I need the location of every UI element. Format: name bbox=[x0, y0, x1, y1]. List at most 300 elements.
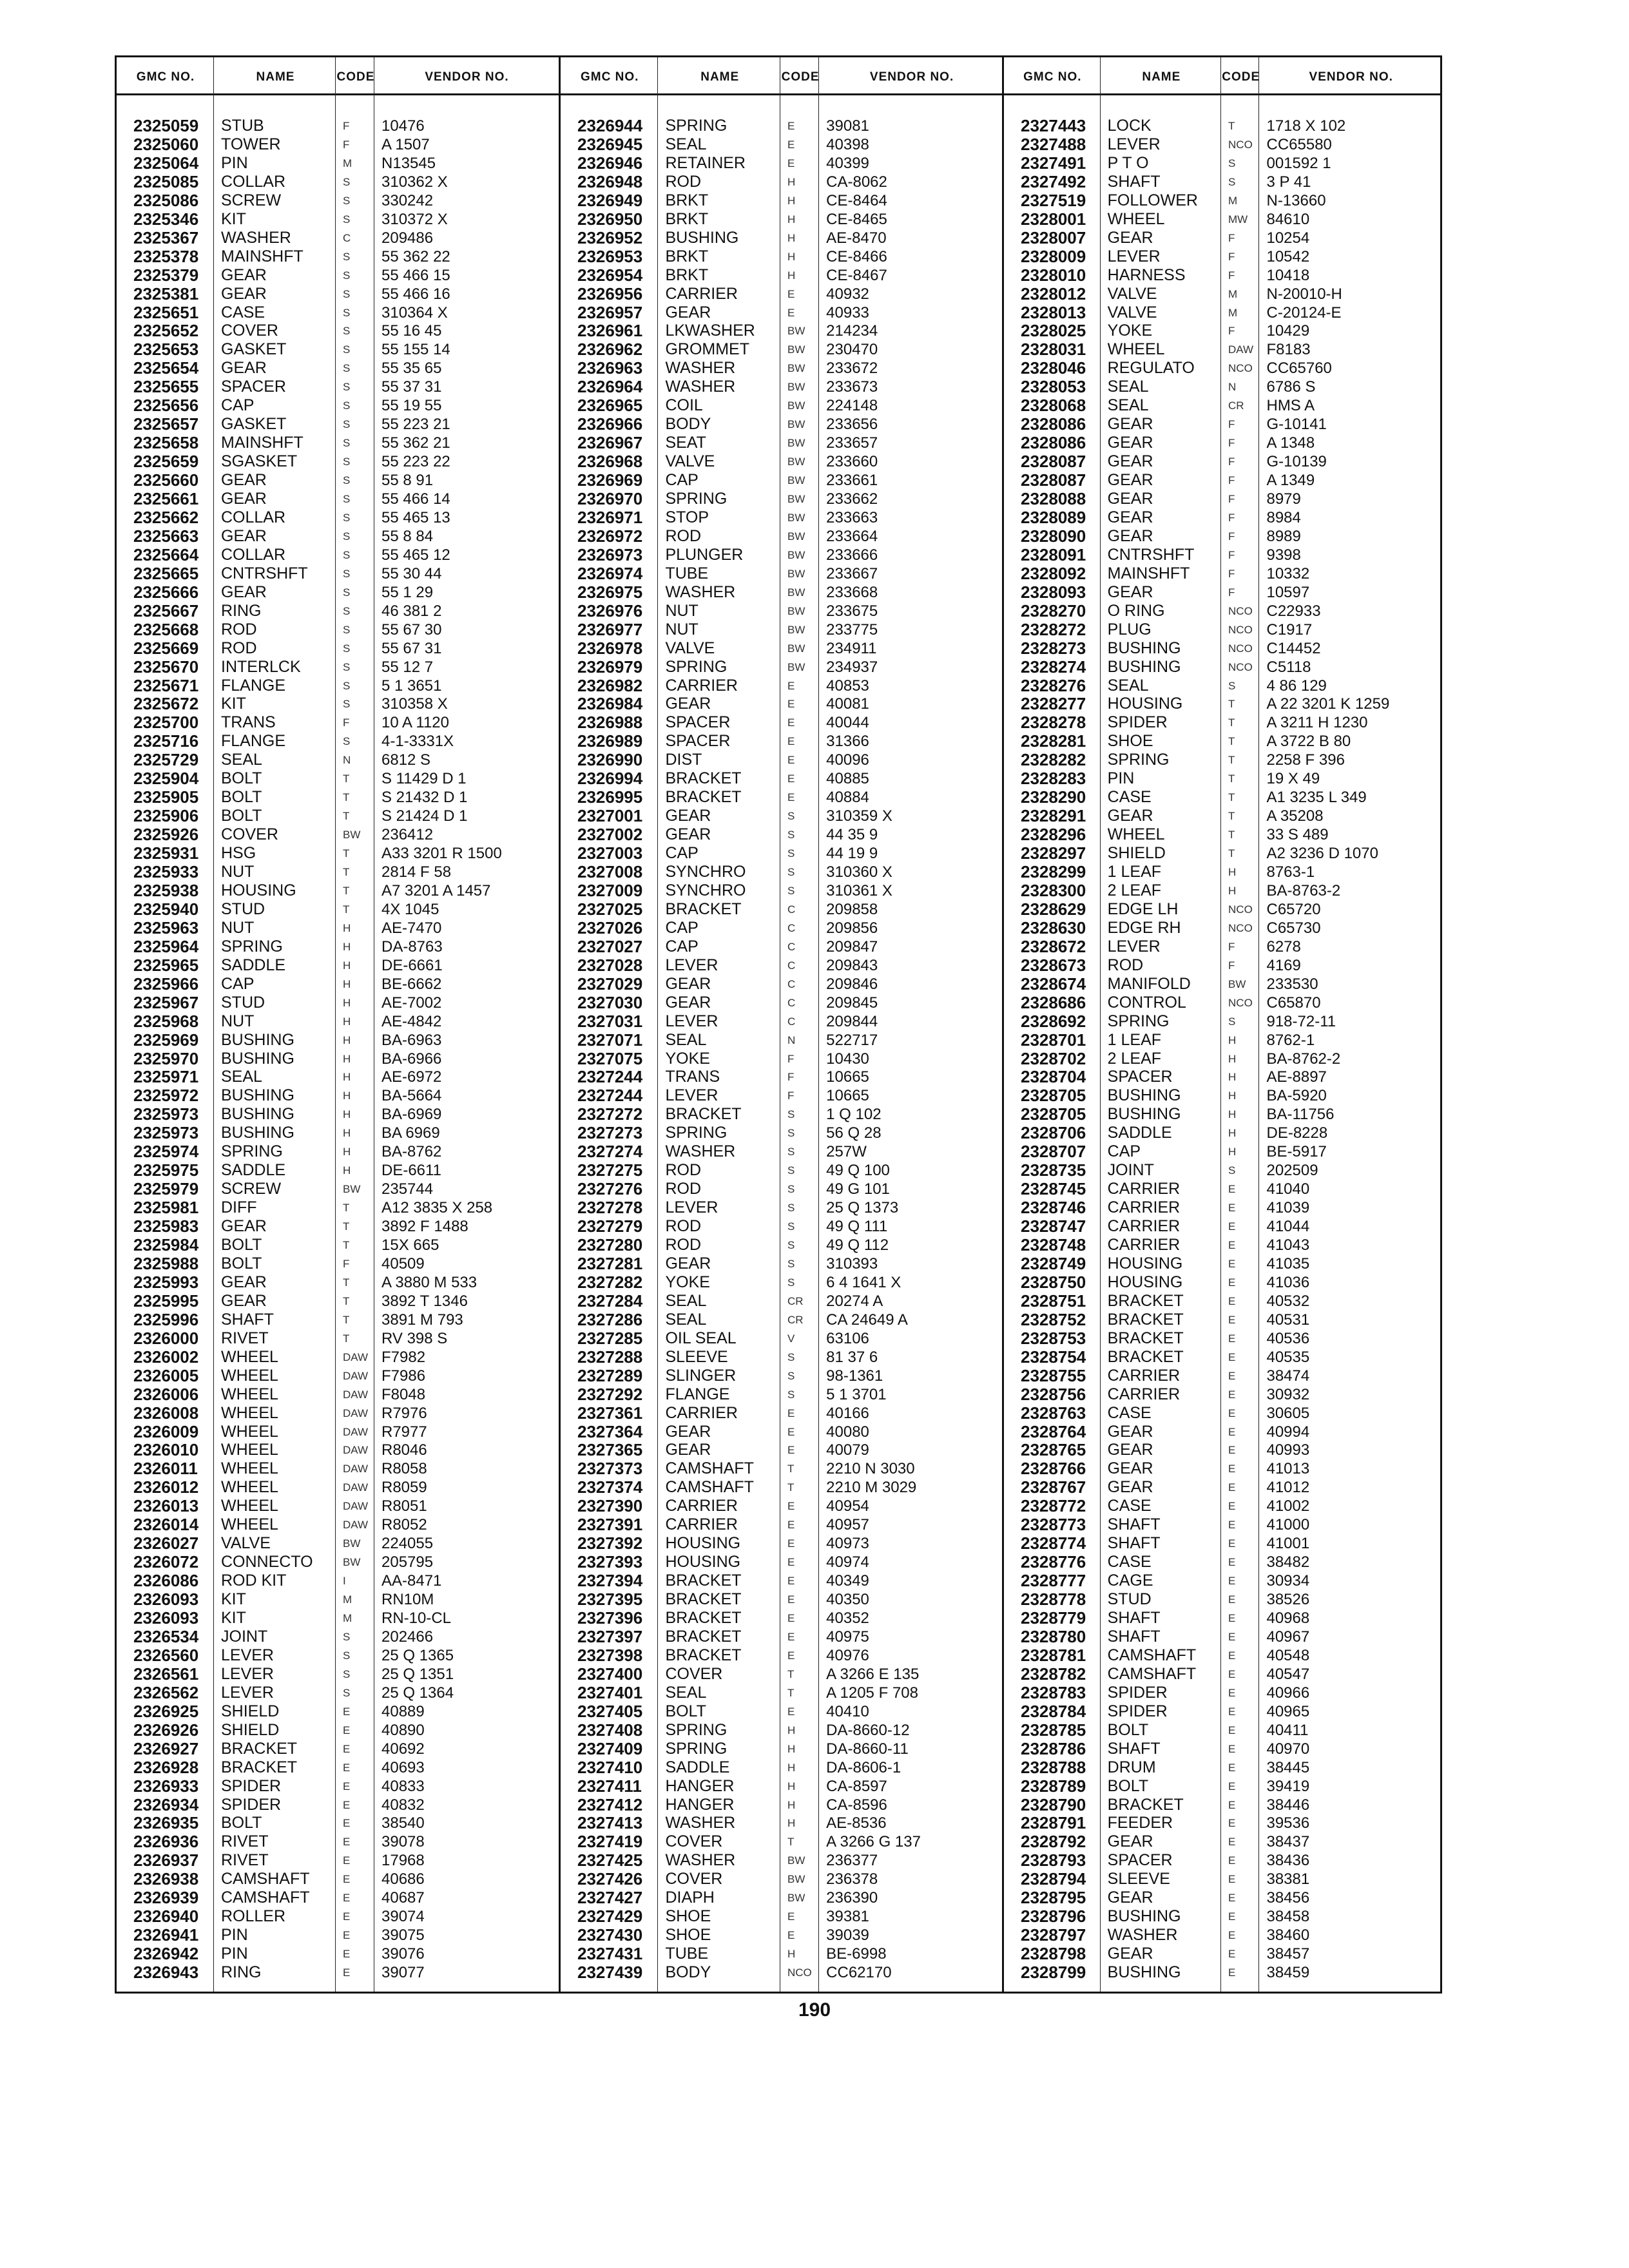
table-row bbox=[561, 695, 1004, 713]
table-row bbox=[1004, 732, 1442, 751]
cell-vendor: 3891 M 793 bbox=[381, 1311, 463, 1329]
cell-code: NCO bbox=[1228, 921, 1253, 934]
cell-code: H bbox=[343, 977, 351, 990]
table-row bbox=[561, 1945, 1004, 1963]
cell-name: ROD bbox=[221, 620, 257, 639]
cell-name: FOLLOWER bbox=[1107, 191, 1198, 209]
cell-gmc: 2326926 bbox=[133, 1720, 199, 1740]
cell-vendor: DE-6661 bbox=[381, 956, 443, 974]
cell-code: BW bbox=[787, 362, 805, 375]
cell-name: COVER bbox=[665, 1832, 723, 1851]
cell-vendor: AE-7002 bbox=[381, 994, 442, 1012]
parts-table bbox=[115, 55, 1442, 1994]
cell-name: SPRING bbox=[221, 1142, 283, 1161]
cell-vendor: 38482 bbox=[1266, 1553, 1310, 1571]
cell-name: MAINSHFT bbox=[221, 247, 304, 265]
cell-gmc: 2325346 bbox=[133, 209, 199, 229]
cell-name: SADDLE bbox=[221, 956, 286, 974]
column-header-name: NAME bbox=[256, 70, 295, 84]
table-row bbox=[117, 1534, 559, 1553]
cell-name: CASE bbox=[1107, 1497, 1152, 1515]
cell-code: C bbox=[787, 977, 796, 990]
table-row bbox=[117, 191, 559, 210]
cell-gmc: 2328754 bbox=[1021, 1347, 1086, 1367]
cell-code: DAW bbox=[343, 1481, 369, 1494]
cell-vendor: 56 Q 28 bbox=[826, 1124, 882, 1142]
cell-name: GEAR bbox=[1107, 807, 1153, 825]
table-row bbox=[117, 173, 559, 191]
cell-vendor: 55 362 21 bbox=[381, 434, 450, 452]
cell-gmc: 2327275 bbox=[577, 1161, 643, 1180]
cell-code: E bbox=[1228, 1761, 1236, 1774]
cell-gmc: 2328788 bbox=[1021, 1758, 1086, 1777]
cell-name: ROLLER bbox=[221, 1907, 286, 1926]
cell-name: COVER bbox=[665, 1870, 723, 1888]
cell-gmc: 2328798 bbox=[1021, 1945, 1086, 1964]
cell-name: NUT bbox=[665, 620, 699, 639]
cell-code: S bbox=[343, 418, 351, 431]
cell-name: GEAR bbox=[221, 1291, 267, 1310]
cell-vendor: 41036 bbox=[1266, 1273, 1310, 1291]
cell-vendor: 55 35 65 bbox=[381, 360, 442, 378]
cell-code: E bbox=[1228, 1332, 1236, 1345]
cell-code: H bbox=[343, 1146, 351, 1158]
cell-name: SPACER bbox=[1107, 1068, 1173, 1086]
cell-name: VALVE bbox=[1107, 303, 1157, 322]
cell-code: C bbox=[787, 921, 796, 934]
cell-gmc: 2328755 bbox=[1021, 1366, 1086, 1385]
cell-gmc: 2328705 bbox=[1021, 1086, 1086, 1106]
table-row bbox=[1004, 1311, 1442, 1329]
cell-code: H bbox=[787, 1780, 796, 1792]
table-row bbox=[561, 191, 1004, 210]
cell-vendor: 3 P 41 bbox=[1266, 173, 1311, 191]
cell-gmc: 2328087 bbox=[1021, 452, 1086, 472]
cell-gmc: 2325657 bbox=[133, 415, 199, 434]
cell-code: T bbox=[787, 1686, 795, 1699]
cell-vendor: 8984 bbox=[1266, 508, 1301, 526]
cell-name: BOLT bbox=[221, 1236, 262, 1254]
cell-gmc: 2328749 bbox=[1021, 1254, 1086, 1273]
cell-gmc: 2326927 bbox=[133, 1739, 199, 1758]
table-row bbox=[117, 788, 559, 807]
cell-code: C bbox=[343, 231, 351, 244]
table-row bbox=[561, 303, 1004, 322]
cell-vendor: 31366 bbox=[826, 733, 869, 751]
cell-name: MAINSHFT bbox=[1107, 564, 1190, 582]
cell-name: CAMSHAFT bbox=[221, 1870, 310, 1888]
table-row bbox=[561, 639, 1004, 658]
cell-name: WHEEL bbox=[221, 1441, 278, 1459]
cell-code: S bbox=[343, 325, 351, 338]
cell-code: H bbox=[787, 1724, 796, 1736]
cell-vendor: BA-6966 bbox=[381, 1050, 442, 1068]
cell-gmc: 2328272 bbox=[1021, 620, 1086, 639]
cell-gmc: 2326967 bbox=[577, 434, 643, 453]
table-row bbox=[1004, 1254, 1442, 1273]
cell-vendor: 8979 bbox=[1266, 490, 1301, 508]
cell-gmc: 2326988 bbox=[577, 713, 643, 733]
cell-code: S bbox=[343, 194, 351, 207]
cell-name: CARRIER bbox=[1107, 1236, 1181, 1254]
table-row bbox=[1004, 1180, 1442, 1198]
cell-name: BUSHING bbox=[1107, 639, 1181, 657]
cell-vendor: 41000 bbox=[1266, 1516, 1310, 1534]
cell-vendor: 41001 bbox=[1266, 1535, 1310, 1553]
cell-gmc: 2325700 bbox=[133, 713, 199, 733]
cell-name: GEAR bbox=[1107, 452, 1153, 471]
cell-name: SPRING bbox=[221, 937, 283, 956]
cell-gmc: 2326977 bbox=[577, 620, 643, 639]
table-row bbox=[561, 1963, 1004, 1982]
cell-code: S bbox=[787, 1202, 795, 1215]
cell-gmc: 2326954 bbox=[577, 265, 643, 285]
cell-vendor: AE-8470 bbox=[826, 229, 887, 247]
cell-name: CAP bbox=[665, 471, 699, 490]
table-row bbox=[1004, 1758, 1442, 1777]
table-row bbox=[1004, 229, 1442, 247]
cell-name: LEVER bbox=[1107, 937, 1161, 956]
cell-vendor: R8058 bbox=[381, 1460, 427, 1478]
cell-vendor: 40967 bbox=[1266, 1628, 1310, 1646]
table-row bbox=[117, 1571, 559, 1590]
cell-code: M bbox=[343, 157, 352, 169]
cell-name: SPRING bbox=[665, 490, 728, 508]
table-row bbox=[561, 210, 1004, 229]
table-row bbox=[117, 135, 559, 154]
cell-code: M bbox=[1228, 287, 1238, 300]
cell-gmc: 2326965 bbox=[577, 396, 643, 416]
table-row bbox=[561, 1497, 1004, 1515]
cell-name: CARRIER bbox=[665, 1403, 738, 1422]
cell-vendor: A 3211 H 1230 bbox=[1266, 714, 1368, 732]
table-row bbox=[561, 1851, 1004, 1870]
cell-name: SLEEVE bbox=[1107, 1870, 1170, 1888]
table-row bbox=[117, 1236, 559, 1254]
cell-name: SHOE bbox=[665, 1907, 711, 1926]
cell-gmc: 2328270 bbox=[1021, 601, 1086, 620]
cell-gmc: 2327430 bbox=[577, 1926, 643, 1945]
cell-code: BW bbox=[787, 511, 805, 524]
cell-code: E bbox=[343, 1817, 351, 1830]
cell-gmc: 2328046 bbox=[1021, 359, 1086, 378]
table-row bbox=[561, 825, 1004, 844]
cell-vendor: 17968 bbox=[381, 1852, 425, 1870]
table-row bbox=[1004, 1926, 1442, 1945]
cell-gmc: 2328753 bbox=[1021, 1329, 1086, 1348]
cell-gmc: 2325654 bbox=[133, 359, 199, 378]
table-row bbox=[117, 695, 559, 713]
cell-vendor: 205795 bbox=[381, 1553, 434, 1571]
column-header-gmc: GMC NO. bbox=[136, 70, 195, 84]
cell-code: H bbox=[787, 194, 796, 207]
table-row bbox=[561, 564, 1004, 583]
cell-name: SEAT bbox=[665, 434, 706, 452]
cell-vendor: 10597 bbox=[1266, 583, 1310, 601]
cell-code: E bbox=[1228, 1388, 1236, 1401]
table-row bbox=[561, 788, 1004, 807]
table-row bbox=[117, 1254, 559, 1273]
cell-name: ROD bbox=[221, 639, 257, 657]
cell-gmc: 2328796 bbox=[1021, 1907, 1086, 1927]
table-row bbox=[1004, 1515, 1442, 1534]
cell-vendor: 25 Q 1365 bbox=[381, 1646, 454, 1664]
cell-gmc: 2328784 bbox=[1021, 1702, 1086, 1721]
cell-name: FEEDER bbox=[1107, 1814, 1173, 1832]
cell-name: JOINT bbox=[221, 1627, 268, 1646]
cell-vendor: 10542 bbox=[1266, 247, 1310, 265]
cell-code: E bbox=[1228, 1873, 1236, 1886]
cell-vendor: AE-6972 bbox=[381, 1068, 442, 1086]
cell-name: BUSHING bbox=[665, 228, 739, 247]
cell-vendor: 40692 bbox=[381, 1740, 425, 1758]
cell-name: LEVER bbox=[665, 1086, 718, 1105]
cell-code: BW bbox=[787, 530, 805, 543]
cell-name: COLLAR bbox=[221, 172, 286, 191]
cell-vendor: CA-8062 bbox=[826, 173, 887, 191]
table-row bbox=[117, 117, 559, 135]
table-row bbox=[561, 247, 1004, 266]
table-row bbox=[561, 1534, 1004, 1553]
cell-vendor: R8051 bbox=[381, 1497, 427, 1515]
table-row bbox=[561, 415, 1004, 434]
cell-code: S bbox=[787, 810, 795, 823]
table-row bbox=[1004, 1740, 1442, 1758]
table-row bbox=[117, 881, 559, 900]
cell-name: TUBE bbox=[665, 564, 709, 582]
cell-gmc: 2327075 bbox=[577, 1049, 643, 1068]
cell-name: SPIDER bbox=[221, 1776, 282, 1795]
cell-name: CAP bbox=[665, 844, 699, 863]
cell-vendor: 233666 bbox=[826, 546, 878, 564]
cell-code: C bbox=[787, 1015, 796, 1028]
table-row bbox=[1004, 1646, 1442, 1665]
cell-vendor: S 21432 D 1 bbox=[381, 789, 468, 807]
table-row bbox=[561, 620, 1004, 639]
table-row bbox=[1004, 546, 1442, 564]
cell-code: E bbox=[787, 1556, 795, 1569]
cell-gmc: 2328797 bbox=[1021, 1926, 1086, 1945]
cell-code: N bbox=[787, 1033, 796, 1046]
cell-name: CAMSHAFT bbox=[665, 1478, 754, 1497]
cell-code: E bbox=[1228, 1537, 1236, 1550]
cell-name: WHEEL bbox=[221, 1497, 278, 1515]
cell-code: S bbox=[1228, 157, 1236, 169]
table-row bbox=[561, 396, 1004, 415]
cell-vendor: 233664 bbox=[826, 527, 878, 545]
cell-vendor: 38540 bbox=[381, 1814, 425, 1832]
cell-vendor: N13545 bbox=[381, 154, 436, 172]
cell-code: F bbox=[1228, 269, 1235, 282]
cell-vendor: 310358 X bbox=[381, 695, 448, 713]
cell-code: H bbox=[1228, 1090, 1237, 1102]
table-row bbox=[117, 732, 559, 751]
cell-gmc: 2326938 bbox=[133, 1870, 199, 1889]
cell-name: CAP bbox=[665, 918, 699, 937]
cell-name: ROD bbox=[665, 1236, 701, 1254]
cell-vendor: 55 466 14 bbox=[381, 490, 450, 508]
cell-code: S bbox=[1228, 1164, 1236, 1177]
table-row bbox=[561, 1796, 1004, 1814]
table-row bbox=[117, 359, 559, 378]
cell-code: E bbox=[787, 287, 795, 300]
cell-gmc: 2326994 bbox=[577, 769, 643, 789]
table-row bbox=[1004, 769, 1442, 788]
cell-name: CNTRSHFT bbox=[221, 564, 308, 582]
cell-vendor: 224148 bbox=[826, 397, 878, 415]
cell-code: E bbox=[1228, 1220, 1236, 1233]
cell-gmc: 2327410 bbox=[577, 1758, 643, 1777]
cell-vendor: 8763-1 bbox=[1266, 863, 1315, 881]
cell-name: LEVER bbox=[665, 1012, 718, 1030]
cell-code: T bbox=[343, 866, 350, 878]
cell-code: E bbox=[1228, 1910, 1236, 1923]
cell-name: BRACKET bbox=[1107, 1795, 1184, 1814]
cell-vendor: BA-5664 bbox=[381, 1087, 442, 1105]
cell-gmc: 2325663 bbox=[133, 526, 199, 546]
cell-gmc: 2327282 bbox=[577, 1273, 643, 1292]
cell-gmc: 2328766 bbox=[1021, 1459, 1086, 1479]
cell-code: E bbox=[1228, 1780, 1236, 1792]
column-header-code: CODE bbox=[781, 70, 820, 84]
table-row bbox=[561, 1105, 1004, 1124]
cell-vendor: A 1349 bbox=[1266, 472, 1315, 490]
table-row bbox=[117, 677, 559, 695]
cell-vendor: 40531 bbox=[1266, 1311, 1310, 1329]
table-row bbox=[117, 1105, 559, 1124]
cell-gmc: 2326961 bbox=[577, 322, 643, 341]
table-row bbox=[1004, 1665, 1442, 1684]
cell-gmc: 2328276 bbox=[1021, 676, 1086, 695]
cell-gmc: 2328779 bbox=[1021, 1609, 1086, 1628]
cell-vendor: 235744 bbox=[381, 1180, 434, 1198]
cell-vendor: 30605 bbox=[1266, 1404, 1310, 1422]
cell-gmc: 2327400 bbox=[577, 1664, 643, 1684]
cell-name: SCREW bbox=[221, 191, 282, 209]
cell-name: WASHER bbox=[665, 378, 736, 396]
cell-gmc: 2328299 bbox=[1021, 863, 1086, 881]
table-row bbox=[1004, 1236, 1442, 1254]
cell-code: E bbox=[343, 1929, 351, 1942]
cell-vendor: A 1507 bbox=[381, 135, 430, 153]
cell-gmc: 2325965 bbox=[133, 956, 199, 975]
cell-name: SPACER bbox=[665, 732, 731, 751]
cell-name: CASE bbox=[1107, 788, 1152, 807]
cell-code: T bbox=[343, 791, 350, 804]
table-row bbox=[117, 1870, 559, 1888]
cell-gmc: 2326086 bbox=[133, 1571, 199, 1591]
cell-name: LEVER bbox=[665, 1198, 718, 1217]
table-row bbox=[561, 1012, 1004, 1031]
cell-code: F bbox=[1228, 940, 1235, 953]
cell-vendor: 40509 bbox=[381, 1254, 425, 1273]
cell-vendor: 10476 bbox=[381, 117, 425, 135]
cell-code: T bbox=[343, 810, 350, 823]
cell-code: M bbox=[1228, 306, 1238, 319]
cell-vendor: 40096 bbox=[826, 751, 869, 769]
cell-gmc: 2325669 bbox=[133, 639, 199, 658]
cell-code: F bbox=[1228, 493, 1235, 505]
cell-vendor: A 3722 B 80 bbox=[1266, 733, 1351, 751]
table-row bbox=[1004, 1702, 1442, 1721]
cell-name: HOUSING bbox=[1107, 695, 1183, 713]
cell-code: BW bbox=[343, 1556, 361, 1569]
table-row bbox=[1004, 564, 1442, 583]
cell-name: YOKE bbox=[1107, 322, 1153, 340]
table-row bbox=[1004, 713, 1442, 732]
cell-name: VALVE bbox=[665, 452, 715, 471]
cell-gmc: 2326948 bbox=[577, 172, 643, 191]
cell-code: BW bbox=[787, 586, 805, 599]
cell-name: YOKE bbox=[665, 1049, 710, 1068]
cell-name: WHEEL bbox=[1107, 340, 1165, 359]
column-header-name: NAME bbox=[700, 70, 740, 84]
cell-name: GEAR bbox=[665, 825, 711, 844]
cell-vendor: F8183 bbox=[1266, 341, 1311, 359]
cell-name: CARRIER bbox=[665, 284, 738, 303]
cell-name: BOLT bbox=[221, 1254, 262, 1273]
cell-gmc: 2327280 bbox=[577, 1236, 643, 1254]
table-row bbox=[117, 1404, 559, 1423]
cell-vendor: 209858 bbox=[826, 900, 878, 918]
cell-vendor: 40398 bbox=[826, 135, 869, 153]
cell-code: F bbox=[1228, 548, 1235, 561]
cell-code: BW bbox=[787, 343, 805, 356]
table-row bbox=[561, 1254, 1004, 1273]
cell-name: WHEEL bbox=[221, 1347, 278, 1366]
cell-gmc: 2327398 bbox=[577, 1646, 643, 1665]
cell-gmc: 2327029 bbox=[577, 974, 643, 994]
cell-vendor: 40932 bbox=[826, 285, 869, 303]
table-row bbox=[1004, 1441, 1442, 1459]
cell-code: S bbox=[343, 679, 351, 692]
cell-gmc: 2325664 bbox=[133, 545, 199, 564]
cell-gmc: 2327244 bbox=[577, 1086, 643, 1106]
cell-gmc: 2326093 bbox=[133, 1590, 199, 1610]
cell-name: GEAR bbox=[1107, 1478, 1153, 1497]
cell-gmc: 2326934 bbox=[133, 1795, 199, 1814]
cell-vendor: 3892 T 1346 bbox=[381, 1292, 468, 1310]
cell-gmc: 2327289 bbox=[577, 1366, 643, 1385]
cell-name: DIAPH bbox=[665, 1888, 715, 1907]
cell-vendor: 55 362 22 bbox=[381, 247, 450, 265]
cell-code: S bbox=[787, 1388, 795, 1401]
table-row bbox=[1004, 1404, 1442, 1423]
table-row bbox=[561, 602, 1004, 620]
cell-gmc: 2325668 bbox=[133, 620, 199, 639]
cell-code: S bbox=[787, 1164, 795, 1177]
cell-vendor: R7976 bbox=[381, 1404, 427, 1422]
cell-vendor: R8052 bbox=[381, 1516, 427, 1534]
cell-name: SEAL bbox=[665, 1683, 707, 1702]
table-row bbox=[1004, 1870, 1442, 1888]
cell-vendor: CE-8467 bbox=[826, 266, 887, 284]
table-row bbox=[1004, 1609, 1442, 1628]
table-row bbox=[561, 471, 1004, 490]
table-row bbox=[561, 452, 1004, 471]
cell-vendor: 39074 bbox=[381, 1908, 425, 1926]
cell-vendor: 39075 bbox=[381, 1927, 425, 1945]
cell-code: F bbox=[787, 1071, 795, 1084]
cell-vendor: 234937 bbox=[826, 658, 878, 676]
cell-vendor: 233530 bbox=[1266, 975, 1318, 993]
table-row bbox=[1004, 583, 1442, 602]
table-row bbox=[561, 713, 1004, 732]
table-row bbox=[117, 639, 559, 658]
cell-name: KIT bbox=[221, 695, 246, 713]
cell-vendor: 209843 bbox=[826, 956, 878, 974]
cell-code: BW bbox=[787, 493, 805, 505]
